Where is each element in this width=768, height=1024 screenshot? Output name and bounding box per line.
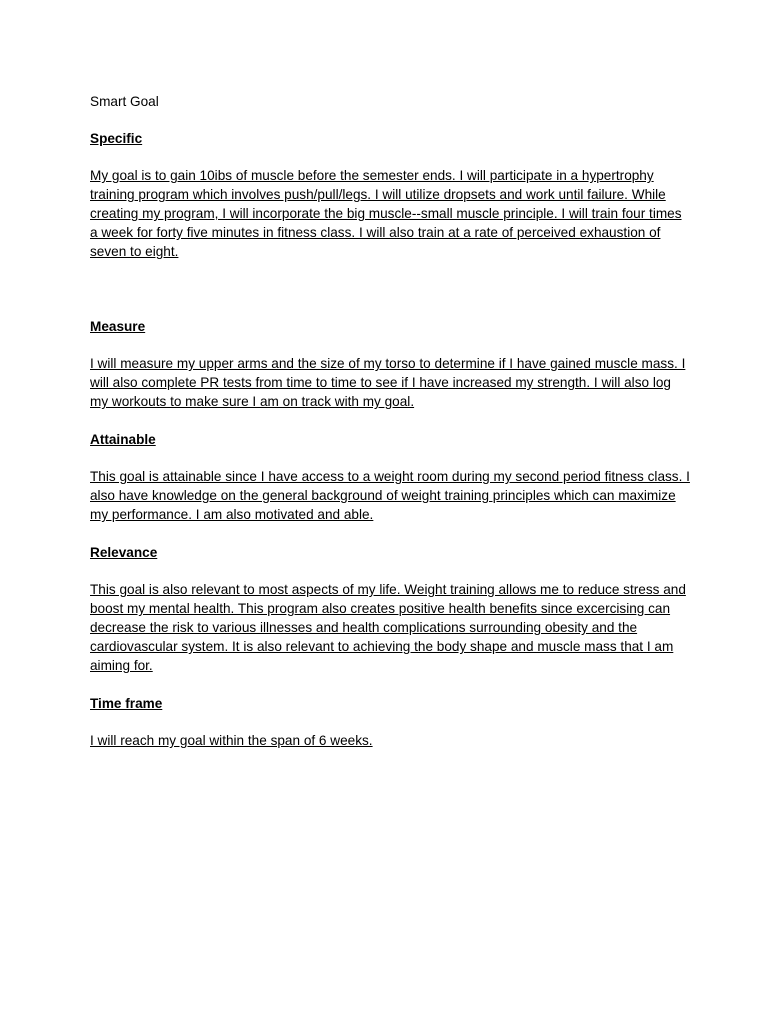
- section-heading-specific: Specific: [90, 131, 143, 146]
- section-body-measure: I will measure my upper arms and the size of my torso to determine if I have gained muscle mass. I will also complete PR tests from time to time to see if I have increased my strength. I will also log my workouts to make sure I am on track with my goal.: [90, 356, 686, 409]
- section-heading-time-frame: Time frame: [90, 696, 163, 711]
- section-body-relevance: This goal is also relevant to most aspects of my life. Weight training allows me to reduce stress and boost my mental health. This program also creates positive health benefits since excercising can decrease the risk to various illnesses and health complications surrounding obesity and the cardiovascular system. It is also relevant to achieving the body shape and muscle mass that I am aiming for.: [90, 582, 686, 673]
- section-heading-relevance: Relevance: [90, 545, 158, 560]
- section-heading-attainable: Attainable: [90, 432, 156, 447]
- blank-space: [90, 280, 690, 317]
- section-heading-measure: Measure: [90, 319, 146, 334]
- section-body-attainable: This goal is attainable since I have access to a weight room during my second period fitness class. I also have knowledge on the general background of weight training principles which can maximize my performance. I am also motivated and able.: [90, 469, 690, 522]
- section-body-time-frame: I will reach my goal within the span of 6 weeks.: [90, 733, 373, 748]
- section-body-specific: My goal is to gain 10ibs of muscle before the semester ends. I will participate in a hypertrophy training program which involves push/pull/legs. I will utilize dropsets and work until failure. While creating my program, I will incorporate the big muscle--small muscle principle. I will train four times a week for forty five minutes in fitness class. I will also train at a rate of perceived exhaustion of seven to eight.: [90, 168, 682, 259]
- document-title: Smart Goal: [90, 94, 159, 109]
- document-page: [90, 92, 690, 769]
